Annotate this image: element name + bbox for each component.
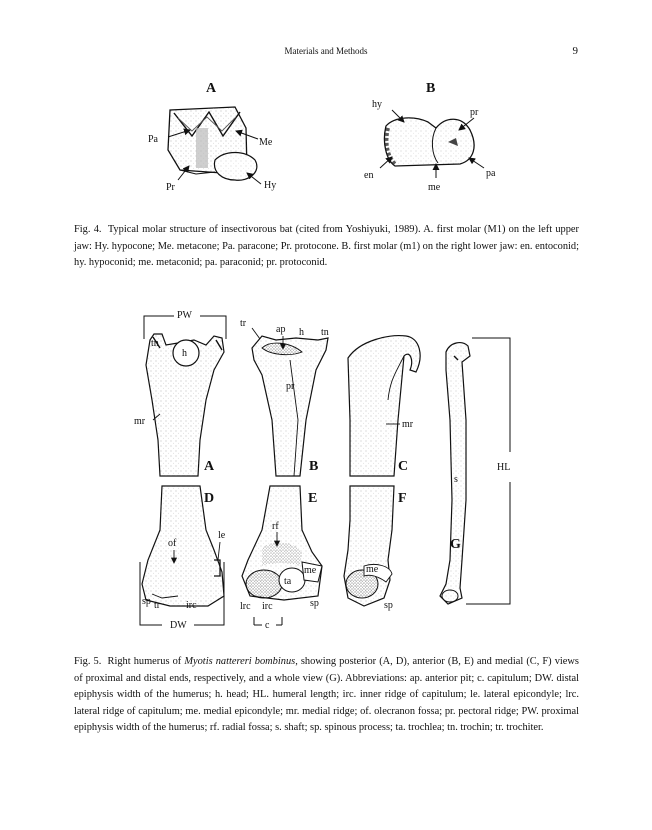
fig5-label-mr-a: mr (134, 416, 146, 427)
fig4-label-me: Me (259, 137, 273, 148)
fig5-label-mr-c: mr (402, 419, 414, 430)
fig4-label-pa-lower: pa (486, 168, 496, 179)
fig5-label-irc-e: irc (262, 601, 273, 612)
fig5-label-dw: DW (170, 620, 187, 631)
fig4-label-hy-lower: hy (372, 99, 382, 110)
page-number: 9 (572, 45, 578, 57)
fig5-panel-c-letter: C (398, 459, 409, 474)
fig5-caption-text-before: Right humerus of (107, 656, 182, 667)
fig4-molar-b (380, 110, 484, 178)
fig5-panel-f-letter: F (398, 491, 407, 506)
fig5-label-rf: rf (272, 521, 279, 532)
fig5-label-lrc: lrc (240, 601, 251, 612)
fig5-label-sp-f: sp (384, 600, 393, 611)
running-title: Materials and Methods (284, 46, 368, 56)
fig5-label-tn-b: tn (321, 327, 329, 338)
fig5-tr-pointer (252, 328, 260, 339)
fig5-label-sp-e: sp (310, 598, 319, 609)
fig5-caption-text-after: , showing posterior (A, D), anterior (B, E) and medial (C, F) views of proximal and distal ends, respectively, and a whole view (G). Abbreviations: ap. anterior pit; c. capitulum; DW. distal epiphysis width of the humerus; h. head; HL. humeral length; irc. inner ridge of capitulum; le. lateral epicondyle; lrc. lateral ridge of capitulum; me. medial epicondyle; mr. medial ridge; of. olecranon fossa; pr. pectoral ridge; PW. proximal epiphysis width of the humerus; rf. radial fossa; s. shaft; sp. spinous process; ta. trochlea; tn. trochin; tr. trochiter. (74, 656, 579, 733)
fig5-le-pointer (218, 542, 220, 560)
fig5-panel-b-letter: B (309, 459, 319, 474)
fig5-caption-prefix: Fig. 5. (74, 656, 102, 667)
fig5-label-ta: ta (284, 576, 292, 587)
fig4-caption-prefix: Fig. 4. (74, 224, 102, 235)
fig5-label-tr-b: tr (240, 318, 247, 329)
fig5-label-h-b: h (299, 327, 304, 338)
fig5-bone-b (252, 336, 328, 476)
fig5-label-hl: HL (497, 462, 511, 473)
fig5-bone-f (344, 486, 394, 606)
fig5-panel-e-letter: E (308, 491, 318, 506)
fig5-panel-d-letter: D (204, 491, 215, 506)
fig5-caption-species: Myotis nattereri bombinus (184, 656, 296, 667)
fig5-label-tr-d: tr (154, 600, 161, 611)
fig4-label-pr-lower: pr (470, 107, 479, 118)
fig5-label-c: c (265, 620, 270, 631)
fig4-caption-text: Typical molar structure of insectivorous bat (cited from Yoshiyuki, 1989). A. first molar (M1) on the left upper jaw: Hy. hypocone; Me. metacone; Pa. paracone; Pr. protocone. B. first molar (m1) on the right lower jaw: en. entoconid; hy. hypoconid; me. metaconid; pa. paraconid; pr. protoconid. (74, 224, 579, 268)
fig4-panel-b-letter: B (426, 81, 436, 96)
fig4-label-pa: Pa (148, 134, 158, 145)
fig5-label-me-e: me (304, 565, 317, 576)
fig4-label-me-lower: me (428, 182, 441, 193)
fig5-label-pw: PW (177, 310, 192, 321)
fig5-label-me-f: me (366, 564, 379, 575)
fig5-label-of: of (168, 538, 177, 549)
fig4-label-hy: Hy (264, 180, 277, 191)
fig5-label-ap: ap (276, 324, 286, 335)
fig5-label-s: s (454, 474, 458, 485)
fig5-label-h-a: h (182, 348, 187, 359)
fig5-label-le: le (218, 530, 226, 541)
fig5-panel-g-letter: G (450, 537, 461, 552)
fig5-bone-c (348, 336, 420, 476)
fig4-molar-a (168, 107, 261, 184)
fig5-panel-a-letter: A (204, 459, 215, 474)
fig4-label-pr: Pr (166, 182, 175, 193)
fig4-label-en: en (364, 170, 374, 181)
fig4-panel-a-letter: A (206, 81, 217, 96)
fig5-label-tn-a: tn (151, 338, 159, 349)
fig4-caption (74, 222, 579, 272)
fig5-label-irc-d: irc (186, 600, 197, 611)
fig5-label-sp-d: sp (142, 596, 151, 607)
fig5-caption (74, 654, 579, 737)
fig5-label-pr: pr (286, 381, 295, 392)
